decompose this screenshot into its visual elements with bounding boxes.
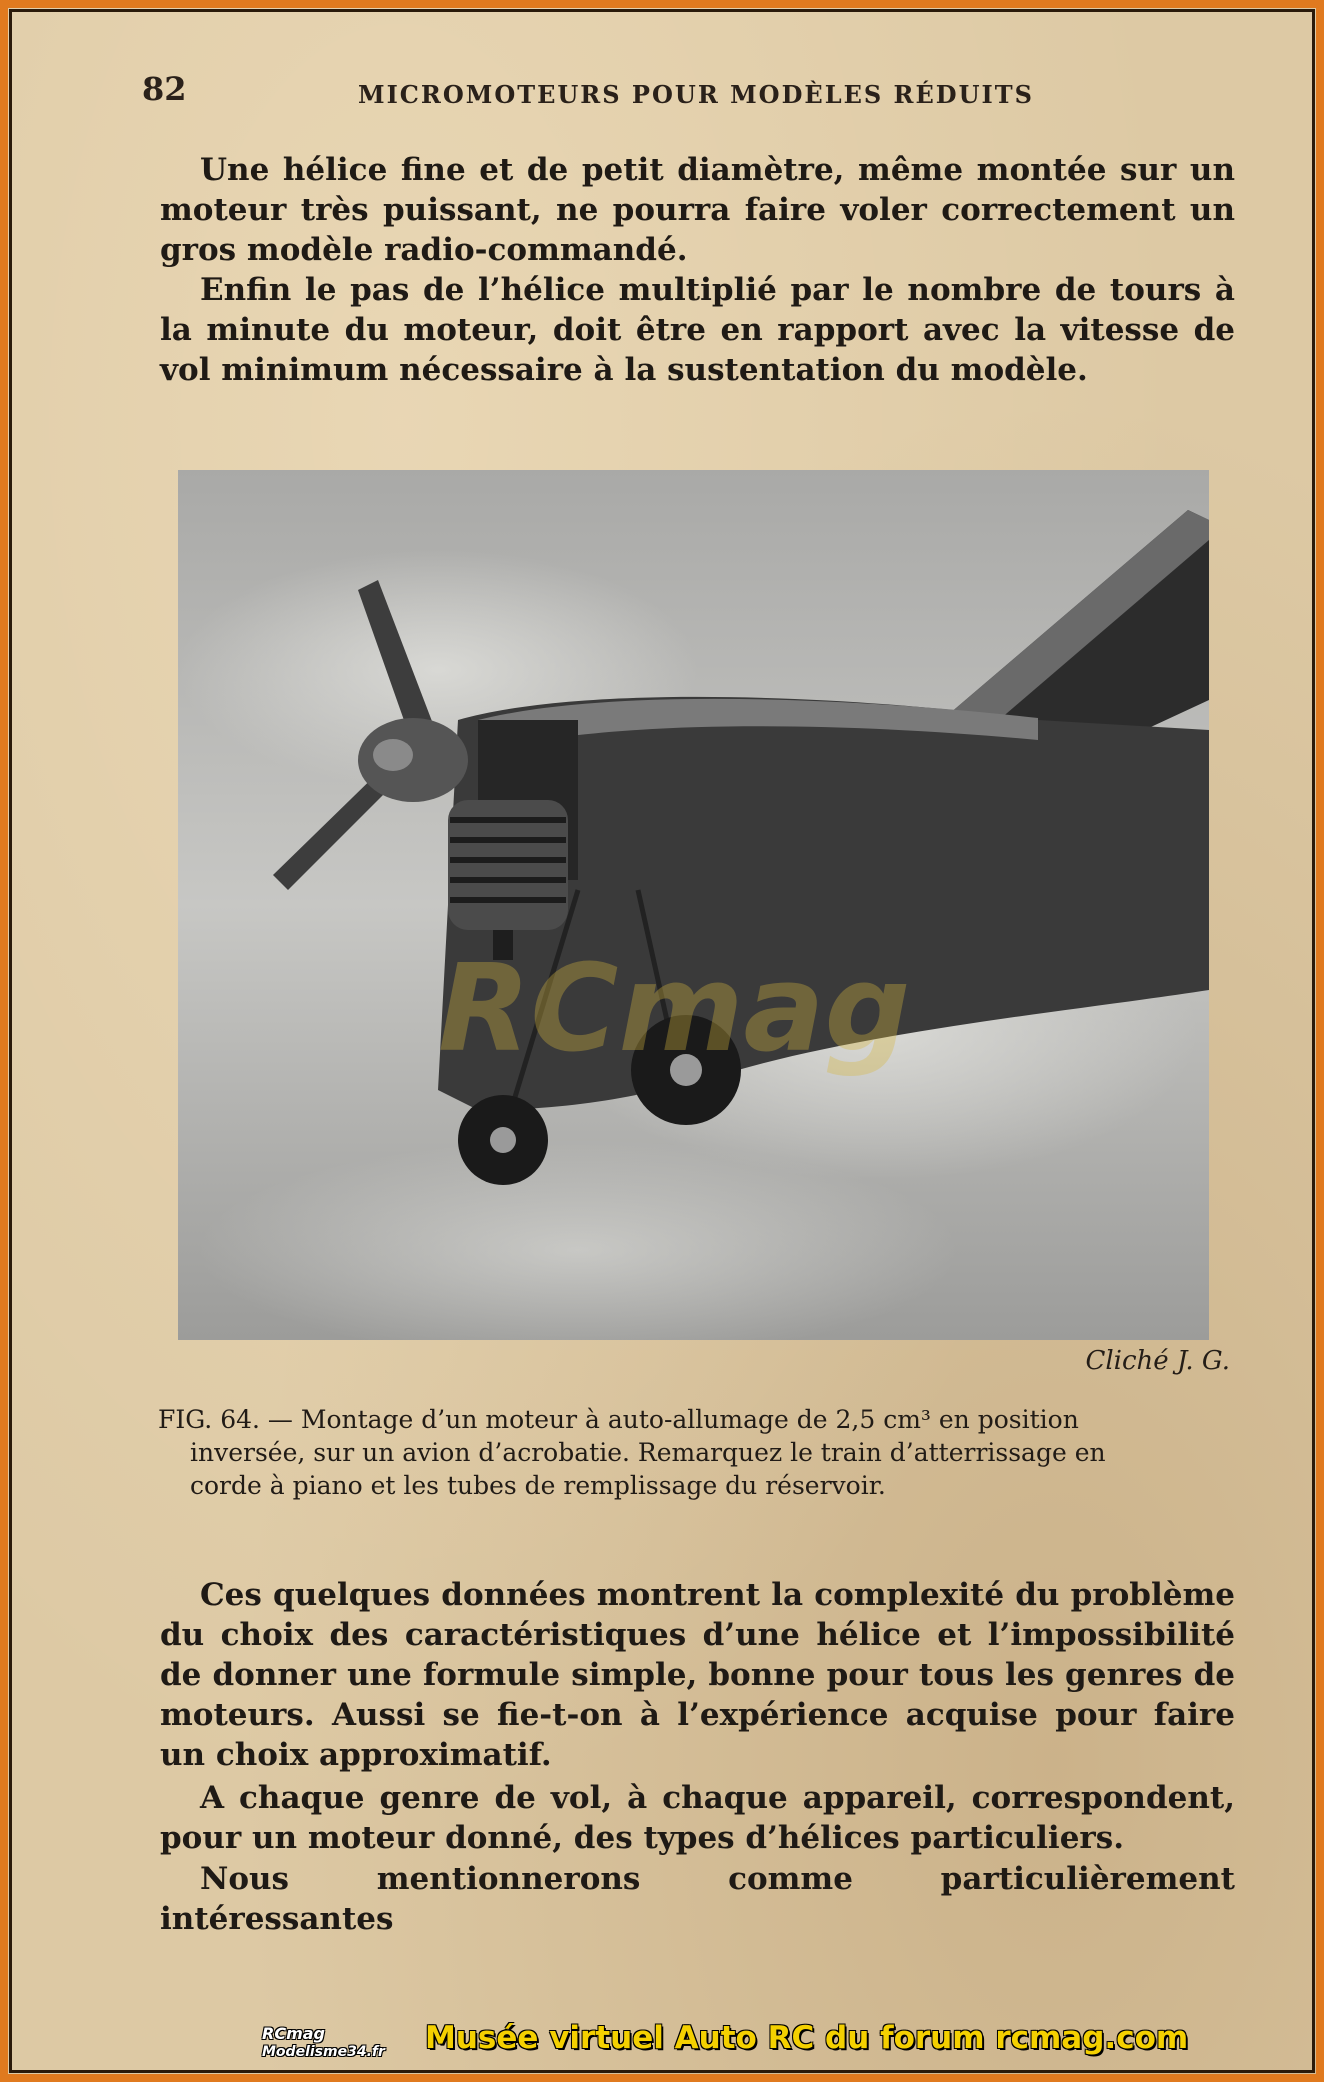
page-number: 82 bbox=[142, 70, 187, 108]
photo-watermark: RCmag bbox=[438, 940, 911, 1079]
page-header bbox=[142, 70, 1222, 114]
figure-caption bbox=[158, 1403, 1230, 1502]
paragraph-3: Ces quelques données montrent la complexité du problème du choix des caractéristiques d’une hélice et l’impossibilité de donner une formule simple, bonne pour tous les genres de moteurs. Aussi se fie-t-on à l’expérience acquise pour faire un choix approximatif. bbox=[160, 1577, 1235, 1773]
footer-banner: Musée virtuel Auto RC du forum rcmag.com bbox=[425, 2020, 1189, 2056]
figure-photo bbox=[178, 470, 1209, 1340]
footer-logo bbox=[262, 2025, 385, 2061]
footer-logo-bottom: Modelisme34.fr bbox=[262, 2044, 385, 2060]
paragraph-2: Enfin le pas de l’hélice multiplié par le nombre de tours à la minute du moteur, doit être en rapport avec la vitesse de vol minimum nécessaire à la sustentation du modèle. bbox=[160, 272, 1235, 388]
photo-credit: Cliché J. G. bbox=[1085, 1346, 1230, 1376]
caption-line-2: inversée, sur un avion d’acrobatie. Remarquez le train d’atterrissage en bbox=[190, 1438, 1106, 1467]
airplane-photo-illustration bbox=[178, 470, 1209, 1340]
caption-line-1: FIG. 64. — Montage d’un moteur à auto-allumage de 2,5 cm³ en position bbox=[158, 1405, 1079, 1434]
paragraph-5: Nous mentionnerons comme particulièrement intéressantes bbox=[160, 1861, 1235, 1937]
footer-logo-top: RCmag bbox=[262, 2024, 325, 2043]
paragraph-1: Une hélice fine et de petit diamètre, même montée sur un moteur très puissant, ne pourra faire voler correctement un gros modèle radio-commandé. bbox=[160, 152, 1235, 268]
caption-line-3: corde à piano et les tubes de remplissage du réservoir. bbox=[190, 1471, 886, 1500]
paragraph-4: A chaque genre de vol, à chaque appareil, correspondent, pour un moteur donné, des types d’hélices particuliers. bbox=[160, 1780, 1235, 1856]
running-title: MICROMOTEURS POUR MODÈLES RÉDUITS bbox=[358, 80, 1034, 109]
